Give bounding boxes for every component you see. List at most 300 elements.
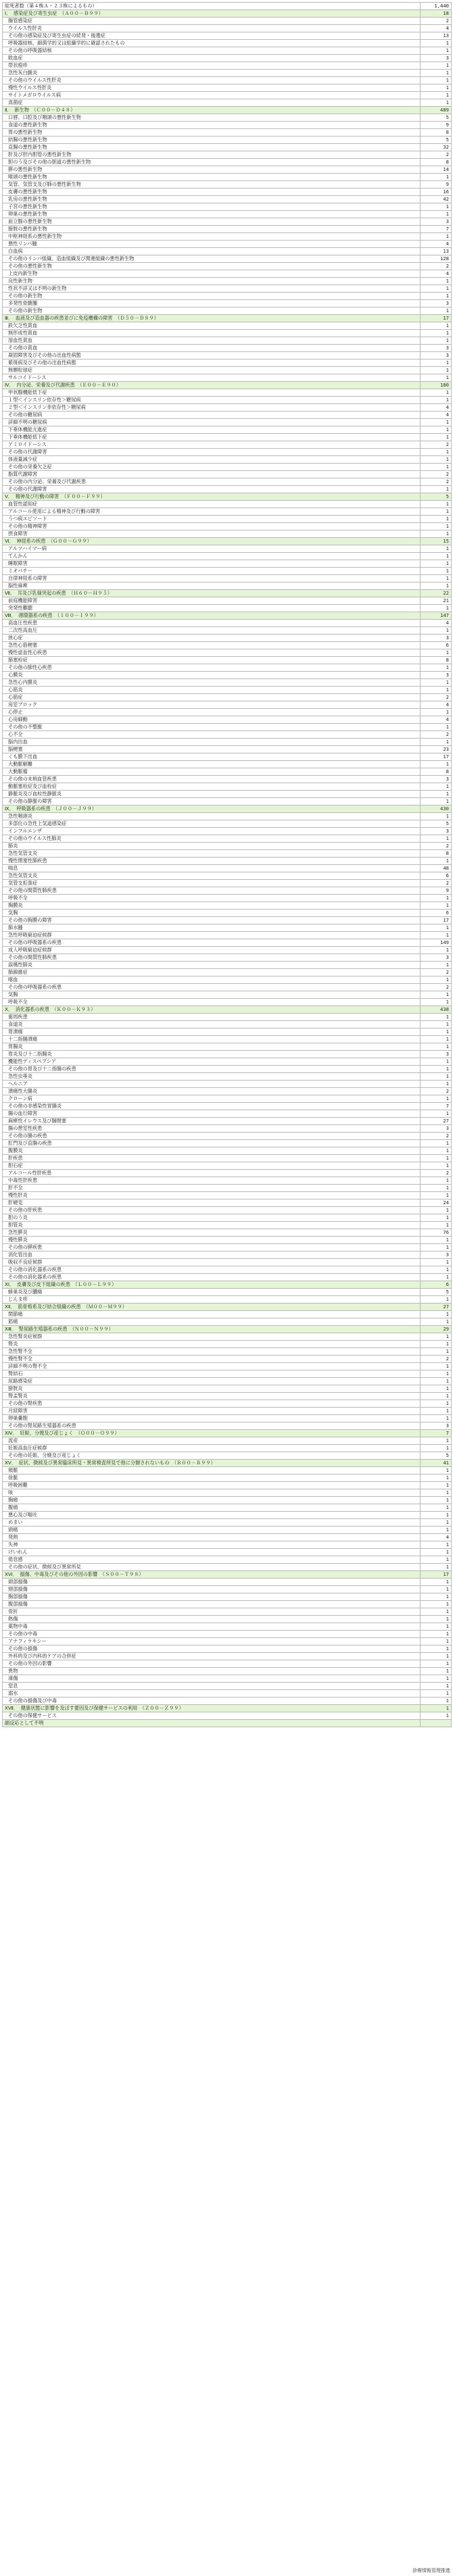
row-label: 大動脈解離 [3,761,421,768]
row-label: 上皮内新生物 [3,270,421,278]
table-row [3,835,452,843]
table-row [3,278,452,285]
table-row [3,1170,452,1177]
row-label: 結腸の悪性新生物 [3,137,421,144]
row-label: その他の腎疾患 [3,1400,421,1408]
row-label: 胆のう炎 [3,1214,421,1222]
row-count: 1 [421,70,452,77]
row-label: 腸管感染症 [3,18,421,25]
row-count: 48 [421,865,452,872]
row-count: 1 [421,679,452,687]
row-label: その他の膵疾患 [3,1244,421,1252]
table-row [3,746,452,753]
row-count: 1 [421,1623,452,1631]
row-count: 1 [421,1482,452,1489]
row-count: 2 [421,151,452,159]
row-label: 卵巣の悪性新生物 [3,211,421,218]
row-label: ⅩⅦ． 健康状態に影響を及ぼす要因及び保健サービスの利用 （Ｚ００－Ｚ９９） [3,1705,421,1712]
table-row [3,1155,452,1162]
row-label: 前庭機能障害 [3,597,421,605]
row-count: 2 [421,478,452,486]
row-label: 気胸 [3,910,421,917]
table-row [3,1095,452,1103]
total-row [3,3,452,10]
table-row [3,1214,452,1222]
row-label: 胆管炎 [3,1222,421,1229]
table-row [3,1289,452,1296]
row-count: 489 [421,107,452,114]
row-label: 血管性認知症 [3,501,421,508]
table-row [3,583,452,590]
row-label: 溺水 [3,1690,421,1698]
table-row [3,300,452,307]
row-count: 4 [421,404,452,412]
row-count: 1 [421,605,452,612]
row-count: 8 [421,129,452,137]
row-label: ⅩⅡ． 筋骨格系及び結合組織の疾患 （Ｍ００－Ｍ９９） [3,1304,421,1311]
row-label: その他の新生物 [3,293,421,300]
row-count: 7 [421,226,452,233]
death-cause-table [2,2,452,1727]
row-count: 1 [421,1512,452,1519]
row-label: その他の栄養欠乏症 [3,464,421,471]
table-row [3,553,452,560]
row-count: 1 [421,1073,452,1081]
row-label: 無形成性貧血 [3,330,421,337]
row-label: 脳内出血 [3,739,421,746]
row-label: 房室ブロック [3,701,421,709]
row-count: 2 [421,263,452,270]
row-label: 中毒性肝疾患 [3,1177,421,1185]
row-count: 2 [421,471,452,478]
row-count: 1 [421,560,452,568]
row-count: 1 [421,523,452,530]
row-count: 3 [421,300,452,307]
table-row [3,1192,452,1199]
table-row [3,159,452,166]
row-label: その他の損傷 [3,1645,421,1653]
table-row [3,166,452,174]
table-row [3,969,452,976]
row-count: 6 [421,1281,452,1289]
table-row [3,1237,452,1244]
row-count: 147 [421,612,452,620]
row-count: 3 [421,635,452,642]
row-count: 1 [421,724,452,731]
row-label: 呼吸器結核、細菌学的又は組織学的に確認されたもの [3,40,421,47]
row-count: 3 [421,1422,452,1430]
row-count: 1 [421,285,452,293]
row-label: アルコール使用による精神及び行動の障害 [3,508,421,516]
row-count: 1 [421,397,452,404]
category-row [3,1006,452,1014]
row-label: 呼吸困難 [3,1482,421,1489]
table-row [3,84,452,92]
row-label: 良性新生物 [3,278,421,285]
row-count: 1 [421,1549,452,1556]
row-label: 直腸の悪性新生物 [3,144,421,151]
row-label: 動脈塞栓症及び血栓症 [3,783,421,791]
table-row [3,716,452,724]
row-label: 胃の悪性新生物 [3,129,421,137]
table-row [3,1318,452,1326]
table-row [3,635,452,642]
table-row [3,1683,452,1690]
table-row [3,99,452,107]
category-row [3,1460,452,1467]
row-label: Ⅶ． 耳及び乳様突起の疾患 （Ｈ６０－Ｈ９５） [3,590,421,597]
table-row [3,114,452,122]
row-count: 1 [421,1415,452,1422]
table-row [3,345,452,352]
table-row [3,516,452,523]
row-count: 2 [421,1170,452,1177]
row-count: 1 [421,583,452,590]
row-label: アナフィラキシー [3,1638,421,1645]
row-count: 1 [421,1705,452,1712]
row-label: 月経障害 [3,1408,421,1415]
row-count: 1 [421,501,452,508]
row-count: 1 [421,1698,452,1705]
table-row [3,991,452,999]
row-label: 真菌症 [3,99,421,107]
source-note: 診療情報管理推進 [412,2568,450,2573]
row-label: 副反応として不明 [3,1720,421,1727]
row-label: その他の精神障害 [3,523,421,530]
table-row [3,895,452,902]
table-row [3,508,452,516]
row-label: 肝及び肝内胆管の悪性新生物 [3,151,421,159]
row-count: 1 [421,976,452,984]
table-row [3,419,452,426]
table-row [3,449,452,456]
row-count: 2 [421,1356,452,1363]
row-count: 4 [421,620,452,627]
row-count: 1 [421,92,452,99]
row-label: 肺水腫 [3,924,421,932]
row-count: 1 [421,1043,452,1051]
table-row [3,1081,452,1088]
table-row [3,226,452,233]
row-count: 1 [421,1489,452,1497]
row-count: 23 [421,746,452,753]
row-label: 肛門及び直腸の疾患 [3,1140,421,1147]
row-label: 窒息 [3,1683,421,1690]
table-row [3,1393,452,1400]
row-label: 多部位の急性上気道感染症 [3,820,421,828]
row-count: 2 [421,441,452,449]
row-label: その他の代謝障害 [3,449,421,456]
row-label: 凍傷 [3,1675,421,1683]
row-label: 消化管出血 [3,1252,421,1259]
row-label: 急性咽頭炎 [3,813,421,820]
row-count: 1 [421,627,452,635]
table-row [3,560,452,568]
row-count: 29 [421,1326,452,1333]
row-label: Ⅱ． 新生物 （Ｃ００－Ｄ４８） [3,107,421,114]
table-row [3,360,452,367]
row-label: その他の静脈の障害 [3,798,421,806]
row-count: 1 [421,1579,452,1586]
table-row [3,939,452,947]
row-count: 2 [421,843,452,850]
row-count: 1 [421,1095,452,1103]
row-count: 24 [421,1199,452,1207]
row-count: 18 [421,10,452,18]
table-row [3,122,452,129]
row-label: Ⅹ． 消化器系の疾患 （Ｋ００－Ｋ９３） [3,1006,421,1014]
table-row [3,910,452,917]
row-label: 性状不詳又は不明の新生物 [3,285,421,293]
row-count: 1 [421,932,452,939]
row-count: 17 [421,753,452,761]
row-label: 倦怠感 [3,1556,421,1564]
row-label: 前立腺の悪性新生物 [3,218,421,226]
row-count: 2 [421,18,452,25]
row-count: 1 [421,545,452,553]
table-row [3,1549,452,1556]
row-count: 1 [421,1140,452,1147]
row-label: 胃炎及び十二指腸炎 [3,1051,421,1058]
row-count: 3 [421,218,452,226]
row-label: その他の症状、徴候及び異常所見 [3,1564,421,1571]
row-count: 1 [421,1527,452,1534]
row-label: 鉄欠乏性貧血 [3,322,421,330]
row-count: 7 [421,1430,452,1437]
row-count: 1 [421,389,452,397]
row-count: 21 [421,597,452,605]
row-label: 皮膚の悪性新生物 [3,189,421,196]
row-label: 筋痛 [3,1318,421,1326]
row-label: 喀血 [3,976,421,984]
row-label: ２型＜インスリン非依存性＞糖尿病 [3,404,421,412]
table-row [3,679,452,687]
row-count: 1 [421,337,452,345]
row-label: その他の間質性肺疾患 [3,954,421,962]
row-label: 帯状疱疹 [3,62,421,70]
row-count: 1 [421,203,452,211]
table-row [3,1698,452,1705]
table-row [3,1541,452,1549]
row-label: 無顆粒球症 [3,367,421,374]
row-label: 十二指腸潰瘍 [3,1036,421,1043]
row-count: 1 [421,1266,452,1274]
row-count: 41 [421,1460,452,1467]
table-body [3,3,452,1727]
row-label: その他の呼吸器系の疾患 [3,939,421,947]
row-count: 4 [421,701,452,709]
row-count: 1 [421,1668,452,1675]
row-count: 1 [421,1690,452,1698]
row-count: 1 [421,1029,452,1036]
row-count: 1 [421,1237,452,1244]
table-row [3,1497,452,1504]
table-row [3,999,452,1006]
table-row [3,1110,452,1118]
row-count: 17 [421,1571,452,1579]
category-row [3,382,452,389]
table-row [3,389,452,397]
row-count: 1 [421,1631,452,1638]
table-row [3,1222,452,1229]
row-label: 脳性麻痺 [3,583,421,590]
table-row [3,47,452,55]
row-label: 薬物中毒 [3,1623,421,1631]
table-row [3,694,452,701]
row-label: その他の不整脈 [3,724,421,731]
table-row [3,917,452,924]
row-count: 1 [421,835,452,843]
row-count: 1 [421,1259,452,1266]
row-count: 1 [421,1712,452,1720]
row-label: 突発性難聴 [3,605,421,612]
category-row [3,612,452,620]
row-count: 1 [421,1081,452,1088]
table-row [3,530,452,538]
table-row [3,330,452,337]
table-row [3,523,452,530]
table-row [3,144,452,151]
row-count: 1 [421,1564,452,1571]
row-count: 4 [421,270,452,278]
table-row [3,255,452,263]
row-count: 128 [421,255,452,263]
row-count: 1 [421,434,452,441]
row-label: 下垂体機能低下症 [3,434,421,441]
row-label: Ⅰ． 感染症及び寄生虫症 （Ａ００－Ｂ９９） [3,10,421,18]
table-row [3,620,452,627]
table-row [3,1021,452,1029]
row-count: 9 [421,181,452,189]
table-row [3,322,452,330]
table-row [3,843,452,850]
table-row [3,1370,452,1378]
row-label: 白血病 [3,248,421,255]
row-label: その他の悪性新生物 [3,263,421,270]
table-row [3,285,452,293]
row-label: 摂食障害 [3,530,421,538]
row-label: 外科的及び内科的ケアの合併症 [3,1653,421,1660]
table-row [3,568,452,575]
table-row [3,25,452,32]
row-label: 胸膜炎 [3,902,421,910]
row-label: 溶血性貧血 [3,337,421,345]
row-count: 1 [421,553,452,560]
table-row [3,1631,452,1638]
row-count: 1 [421,1638,452,1645]
row-label: 心房細動 [3,716,421,724]
row-count: 1 [421,1318,452,1326]
row-count: 1 [421,1110,452,1118]
table-row [3,92,452,99]
row-label: １型＜インスリン依存性＞糖尿病 [3,397,421,404]
row-label: 呼吸不全 [3,895,421,902]
row-label: その他の貧血 [3,345,421,352]
row-count: 1 [421,1147,452,1155]
table-row [3,426,452,434]
table-row [3,887,452,895]
row-count: 3 [421,352,452,360]
table-row [3,642,452,649]
row-count: 1 [421,761,452,768]
table-row [3,1586,452,1593]
row-count: 1 [421,687,452,694]
row-count: 180 [421,382,452,389]
table-row [3,954,452,962]
row-label: その他の中毒 [3,1631,421,1638]
row-label: 胸部損傷 [3,1593,421,1601]
table-row [3,32,452,40]
row-count: 1 [421,568,452,575]
row-count: 1 [421,1541,452,1549]
table-row [3,1668,452,1675]
table-row [3,1274,452,1281]
row-label: 脳梗塞 [3,746,421,753]
row-count: 1 [421,1475,452,1482]
row-count: 13 [421,248,452,255]
row-count: 430 [421,806,452,813]
row-count: 2 [421,731,452,739]
row-label: 気管支拡張症 [3,880,421,887]
table-row [3,731,452,739]
row-count: 1 [421,1341,452,1348]
row-count: 1 [421,367,452,374]
row-count [421,1720,452,1727]
table-row [3,932,452,939]
row-label: じんま疹 [3,1296,421,1304]
row-label: 心筋炎 [3,687,421,694]
table-row [3,1653,452,1660]
row-count: 3 [421,1252,452,1259]
table-row [3,1029,452,1036]
row-label: 高血圧性疾患 [3,620,421,627]
table-row [3,352,452,360]
row-label: 急性膵炎 [3,1229,421,1237]
table-row [3,627,452,635]
category-row [3,538,452,545]
row-count: 8 [421,657,452,664]
row-count: 1 [421,1311,452,1318]
table-row [3,1088,452,1095]
row-label: ヘルニア [3,1081,421,1088]
row-count: 2 [421,984,452,991]
table-row [3,664,452,672]
row-count: 15 [421,538,452,545]
row-count: 2 [421,1133,452,1140]
row-count: 1 [421,1467,452,1475]
row-label: 卵巣嚢胞 [3,1415,421,1422]
row-label: その他の胃及び十二指腸の疾患 [3,1066,421,1073]
row-count: 4 [421,716,452,724]
row-count: 1 [421,1207,452,1214]
table-row [3,768,452,776]
row-count: 27 [421,1118,452,1125]
row-count: 6 [421,910,452,917]
table-row [3,1356,452,1363]
row-label: その他の腸の疾患 [3,1133,421,1140]
table-row [3,739,452,746]
row-count: 1 [421,508,452,516]
row-label: Ⅵ． 神経系の疾患 （Ｇ００－Ｇ９９） [3,538,421,545]
row-label: 中枢神経系の悪性新生物 [3,233,421,241]
row-label: その他の感染症及び寄生虫症の続発・後遺症 [3,32,421,40]
row-count: 1 [421,1437,452,1445]
row-label: ⅩⅤ． 症状、徴候及び異常臨床所見・異常検査所見で他に分類されないもの （Ｒ００－Ｒ９９） [3,1460,421,1467]
row-label: 腹痛 [3,1504,421,1512]
row-label: 心膜炎 [3,672,421,679]
table-row [3,1519,452,1527]
row-label: 静脈炎及び血栓性静脈炎 [3,791,421,798]
